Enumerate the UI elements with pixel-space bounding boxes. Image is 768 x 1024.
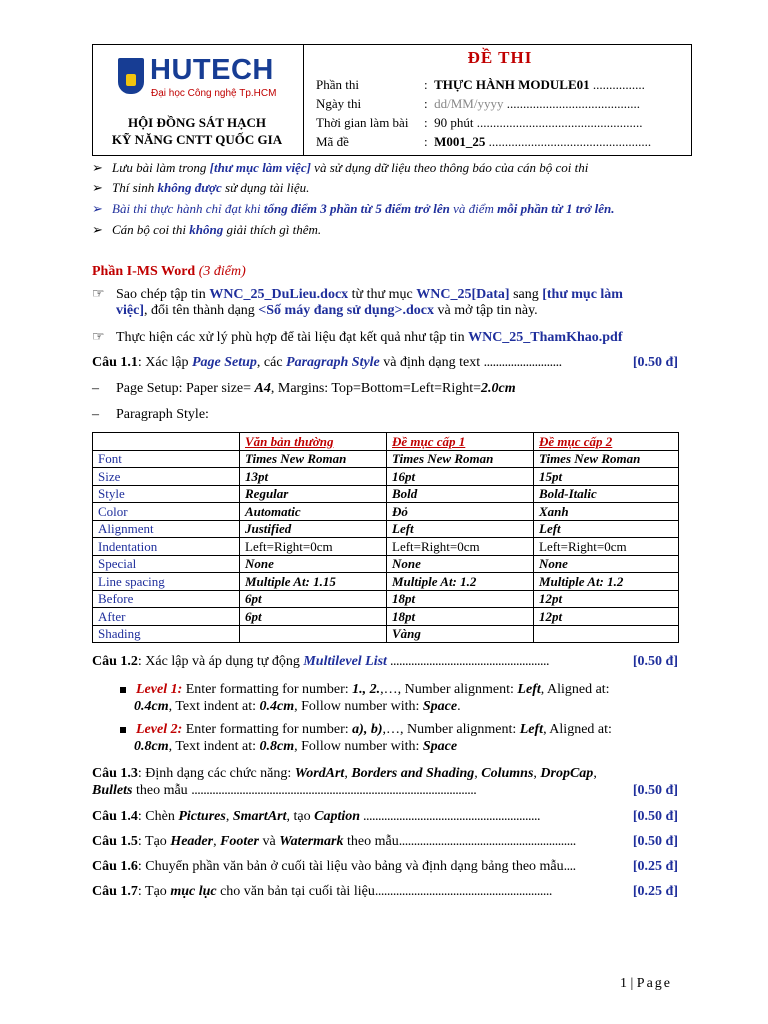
pointing-hand-icon: ☞: [92, 330, 105, 345]
table-row: Style Regular Bold Bold-Italic: [93, 485, 679, 503]
question-1-6: Câu 1.6: Chuyển phần văn bản ở cuối tài liệu vào bảng và định dạng bảng theo mẫu.... [0.25 đ]: [92, 859, 678, 874]
exam-title: ĐỀ THI: [467, 48, 533, 67]
table-row: Font Times New Roman Times New Roman Times New Roman: [93, 450, 679, 468]
arrow-icon: ➢: [92, 180, 103, 195]
table-row: Color Automatic Đỏ Xanh: [93, 503, 679, 521]
table-row: Special None None None: [93, 555, 679, 573]
paragraph-style-table: [92, 432, 679, 643]
level-1-item: Level 1: Enter formatting for number: 1., 2.,…, Number alignment: Left, Aligned at:: [120, 682, 610, 698]
question-1-3-cont: Bullets theo mẫu ............................................................................................... [0.50 đ]: [92, 783, 678, 798]
question-1-4: Câu 1.4: Chèn Pictures, SmartArt, tạo Caption ........................................................... [0.50 đ]: [92, 809, 678, 824]
table-row: Indentation Left=Right=0cm Left=Right=0cm Left=Right=0cm: [93, 538, 679, 556]
hutech-logo: [118, 56, 288, 104]
level-2-item: Level 2: Enter formatting for number: a), b),…, Number alignment: Left, Aligned at:: [120, 722, 612, 738]
table-row: Before 6pt 18pt 12pt: [93, 590, 679, 608]
question-1-1: Câu 1.1: Xác lập Page Setup, các Paragraph Style và định dạng text .......................... [0.50 đ]: [92, 355, 678, 370]
table-header-row: Văn bản thường Đề mục cấp 1 Đề mục cấp 2: [93, 433, 679, 451]
logo-subtitle: Đại học Công nghệ Tp.HCM: [151, 88, 277, 99]
level-2-item-cont: 0.8cm, Text indent at: 0.8cm, Follow number with: Space: [134, 739, 458, 754]
table-row: Shading Vàng: [93, 625, 679, 643]
arrow-icon: ➢: [92, 201, 103, 216]
shield-icon: [118, 58, 144, 94]
note-item: ➢ Lưu bài làm trong [thư mục làm việc] và sử dụng dữ liệu theo thông báo của cán bộ coi thi: [92, 160, 589, 175]
council-name: HỘI ĐỒNG SÁT HẠCH KỸ NĂNG CNTT QUỐC GIA: [111, 115, 283, 147]
table-row: After 6pt 18pt 12pt: [93, 608, 679, 626]
arrow-icon: ➢: [92, 222, 103, 237]
table-row: Line spacing Multiple At: 1.15 Multiple At: 1.2 Multiple At: 1.2: [93, 573, 679, 591]
question-1-3: Câu 1.3: Định dạng các chức năng: WordArt, Borders and Shading, Columns, DropCap,: [92, 766, 597, 781]
logo-name: HUTECH: [150, 54, 274, 86]
table-row: Alignment Justified Left Left: [93, 520, 679, 538]
arrow-icon: ➢: [92, 160, 103, 175]
note-item: ➢ Thí sinh không được sử dụng tài liệu.: [92, 180, 310, 195]
question-1-2: Câu 1.2: Xác lập và áp dụng tự động Multilevel List ..................................................... [0.50 đ]: [92, 654, 678, 669]
paragraph-style-label: – Paragraph Style:: [92, 407, 209, 422]
copy-instruction-cont: việc], đổi tên thành dạng <Số máy đang sử dụng>.docx và mở tập tin này.: [116, 303, 538, 318]
note-item: ➢ Bài thi thực hành chỉ đạt khi tổng điểm 3 phần từ 5 điểm trở lên và điểm mỗi phần từ 1 trở lên.: [92, 201, 615, 216]
question-1-7: Câu 1.7: Tạo mục lục cho văn bản tại cuối tài liệu........................................................... [0.25 đ]: [92, 884, 678, 899]
level-1-item-cont: 0.4cm, Text indent at: 0.4cm, Follow number with: Space.: [134, 699, 461, 714]
page-setup-line: – Page Setup: Paper size= A4, Margins: Top=Bottom=Left=Right=2.0cm: [92, 381, 516, 396]
process-instruction: ☞ Thực hiện các xử lý phù hợp để tài liệu đạt kết quả như tập tin WNC_25_ThamKhao.pdf: [92, 330, 623, 345]
part-title: Phần I-MS Word (3 điểm): [92, 264, 246, 279]
table-row: Size 13pt 16pt 15pt: [93, 468, 679, 486]
note-item: ➢ Cán bộ coi thi không giải thích gì thêm.: [92, 222, 322, 237]
copy-instruction: ☞ Sao chép tập tin WNC_25_DuLieu.docx từ thư mục WNC_25[Data] sang [thư mục làm: [92, 287, 623, 302]
pointing-hand-icon: ☞: [92, 287, 105, 302]
page-number: 1 | Page: [619, 976, 672, 991]
question-1-5: Câu 1.5: Tạo Header, Footer và Watermark theo mẫu........................................................... [0.50 đ]: [92, 834, 678, 849]
